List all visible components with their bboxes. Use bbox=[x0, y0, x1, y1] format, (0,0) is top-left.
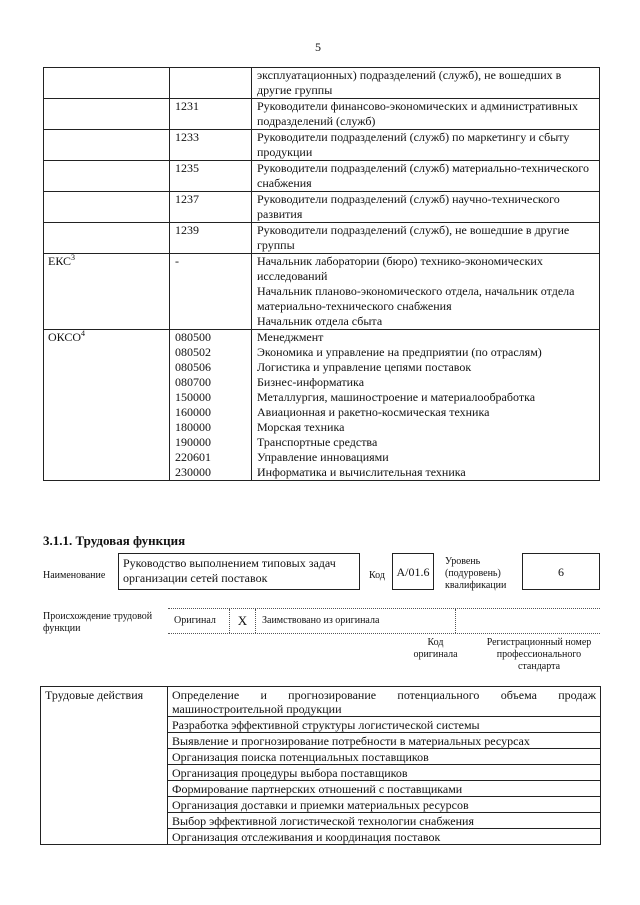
okso-codes: 080500 080502 080506 080700 150000 160000 180000 190000 220601 230000 bbox=[170, 330, 252, 481]
name-label: Наименование bbox=[43, 570, 106, 581]
okso-names: Менеджмент Экономика и управление на предприятии (по отраслям) Логистика и управление цепями поставок Бизнес-информатика Металлургия, машиностроение и материалообработка Авиационная и ракетно-космическая техника Морская техника Транспортные средства Управление инновациями Информатика и вычислительная техника bbox=[252, 330, 600, 481]
table-row bbox=[44, 192, 600, 223]
qualification-level-box: 6 bbox=[522, 553, 600, 590]
origin-label: Происхождение трудовой функции bbox=[43, 611, 153, 634]
table-row bbox=[44, 130, 600, 161]
labor-actions-table bbox=[40, 686, 601, 845]
eks-label: ЕКС bbox=[48, 254, 72, 268]
eks-title: Начальник лаборатории (бюро) технико-экономических исследований bbox=[257, 254, 543, 283]
row-title: Руководители подразделений (служб) материально-технического снабжения bbox=[252, 161, 600, 192]
origin-row bbox=[168, 608, 600, 634]
classification-table bbox=[43, 67, 600, 481]
origin-original: Оригинал bbox=[168, 609, 230, 633]
okso-footnote: 4 bbox=[81, 329, 86, 338]
page-number: 5 bbox=[315, 40, 321, 54]
eks-footnote: 3 bbox=[71, 253, 76, 262]
action-item: Выявление и прогнозирование потребности в материальных ресурсах bbox=[168, 733, 601, 749]
eks-titles bbox=[252, 254, 600, 330]
table-row-eks bbox=[44, 254, 600, 330]
row-title: Руководители подразделений (служб) научно-технического развития bbox=[252, 192, 600, 223]
eks-title: Начальник планово-экономического отдела, начальник отдела материально-технического снабжения bbox=[257, 284, 575, 313]
okso-label: ОКСО bbox=[48, 330, 82, 344]
table-row bbox=[44, 161, 600, 192]
action-item: Разработка эффективной структуры логистической системы bbox=[168, 717, 601, 733]
actions-header: Трудовые действия bbox=[41, 687, 168, 845]
row-title: Руководители подразделений (служб), не вошедшие в другие группы bbox=[252, 223, 600, 254]
origin-empty bbox=[456, 609, 600, 633]
action-item: Организация доставки и приемки материальных ресурсов bbox=[168, 797, 601, 813]
table-row bbox=[44, 99, 600, 130]
row-code: 1237 bbox=[170, 192, 252, 223]
row-title: эксплуатационных) подразделений (служб), не вошедших в другие группы bbox=[252, 68, 600, 99]
function-name-box: Руководство выполнением типовых задач организации сетей поставок bbox=[118, 553, 360, 590]
origin-borrowed: Заимствовано из оригинала bbox=[256, 609, 456, 633]
reg-number-label: Регистрационный номер профессионального стандарта bbox=[486, 637, 592, 672]
row-title: Руководители подразделений (служб) по маркетингу и сбыту продукции bbox=[252, 130, 600, 161]
row-code: 1231 bbox=[170, 99, 252, 130]
section-heading: 3.1.1. Трудовая функция bbox=[43, 533, 186, 548]
code-label: Код bbox=[369, 570, 385, 581]
action-item: Организация процедуры выбора поставщиков bbox=[168, 765, 601, 781]
row-code: 1239 bbox=[170, 223, 252, 254]
eks-code: - bbox=[170, 254, 252, 330]
action-item: Организация отслеживания и координация поставок bbox=[168, 829, 601, 845]
action-item: Организация поиска потенциальных поставщиков bbox=[168, 749, 601, 765]
function-code-box: А/01.6 bbox=[392, 553, 434, 590]
action-item: Формирование партнерских отношений с поставщиками bbox=[168, 781, 601, 797]
code-original-label: Код оригинала bbox=[413, 637, 458, 660]
level-label: Уровень (подуровень) квалификации bbox=[445, 556, 507, 591]
table-row bbox=[44, 223, 600, 254]
action-item: Определение и прогнозирование потенциального объема продаж машиностроительной продукции bbox=[168, 687, 601, 717]
origin-mark: X bbox=[230, 609, 256, 633]
row-code: 1233 bbox=[170, 130, 252, 161]
table-row bbox=[41, 687, 601, 717]
row-title: Руководители финансово-экономических и административных подразделений (служб) bbox=[252, 99, 600, 130]
table-row-okso bbox=[44, 330, 600, 481]
table-row bbox=[44, 68, 600, 99]
action-item: Выбор эффективной логистической технологии снабжения bbox=[168, 813, 601, 829]
eks-title: Начальник отдела сбыта bbox=[257, 314, 383, 328]
row-code: 1235 bbox=[170, 161, 252, 192]
